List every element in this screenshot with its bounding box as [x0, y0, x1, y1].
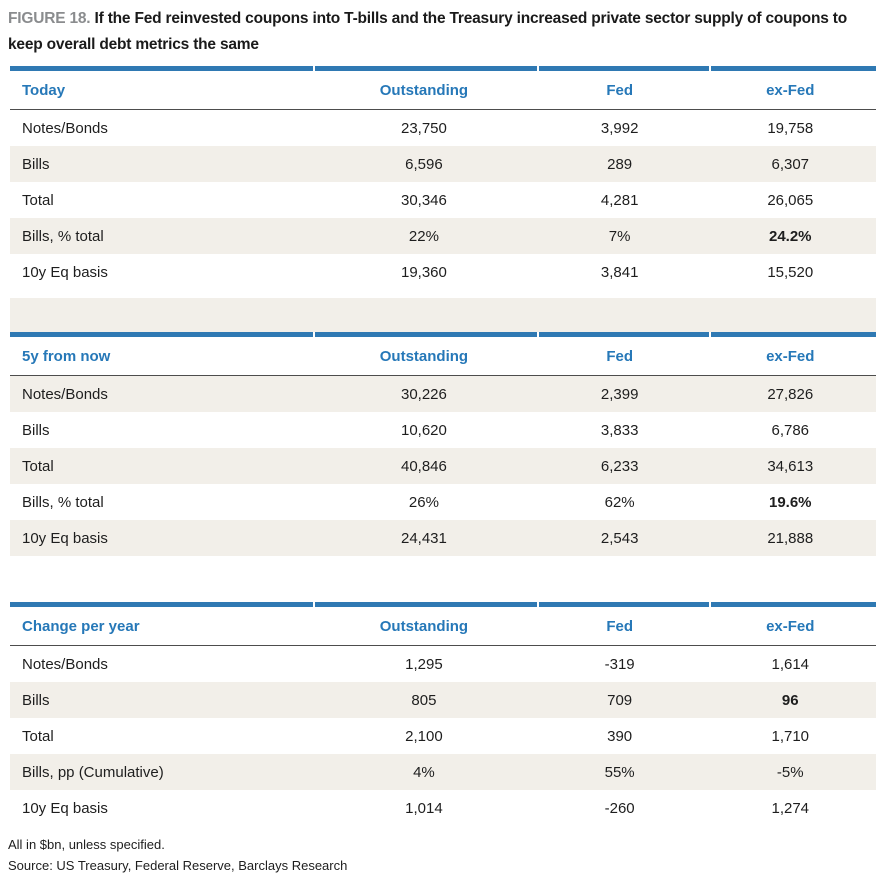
cell-value: 4%: [413, 763, 435, 781]
table-title-today: Today: [10, 71, 313, 110]
cell-value: 26,065: [767, 191, 814, 209]
table-row: [10, 110, 876, 147]
cell-value: 1,014: [405, 799, 443, 817]
column-header-fed: Fed: [535, 607, 705, 646]
cell-value: 19,360: [400, 263, 447, 281]
table-row: [10, 146, 876, 182]
column-header-exfed: ex-Fed: [705, 71, 876, 110]
cell-value: 1,614: [771, 655, 810, 673]
cell-value: 2,399: [600, 385, 639, 403]
table-row: [10, 718, 876, 754]
table-separator-space: [10, 556, 876, 602]
column-header-outstanding: Outstanding: [313, 337, 535, 376]
table-row: [10, 218, 876, 254]
table-title-5y: 5y from now: [10, 337, 313, 376]
cell-value: 1,274: [771, 799, 810, 817]
row-label: Total: [22, 727, 54, 745]
cell-value: 289: [607, 155, 633, 173]
cell-value: -319: [604, 655, 635, 673]
cell-value: 40,846: [400, 457, 447, 475]
cell-value: 1,295: [405, 655, 443, 673]
row-label: 10y Eq basis: [22, 263, 108, 281]
column-header-fed: Fed: [535, 337, 705, 376]
row-label: Total: [22, 191, 54, 209]
top-border-segment: [711, 66, 876, 71]
cell-value: 24.2%: [768, 227, 812, 245]
cell-value: 6,596: [405, 155, 443, 173]
cell-value: 62%: [604, 493, 635, 511]
top-border-segment: [315, 602, 537, 607]
table-row: [10, 484, 876, 520]
cell-value: 22%: [408, 227, 439, 245]
cell-value: 23,750: [400, 119, 447, 137]
table-row: [10, 376, 876, 413]
table-row: [10, 646, 876, 683]
column-header-fed: Fed: [535, 71, 705, 110]
top-border-segment: [315, 332, 537, 337]
cell-value: 27,826: [767, 385, 814, 403]
column-header-outstanding: Outstanding: [313, 71, 535, 110]
table-row: [10, 448, 876, 484]
row-label: Bills, pp (Cumulative): [22, 763, 164, 781]
column-header-outstanding: Outstanding: [313, 607, 535, 646]
top-border-segment: [711, 332, 876, 337]
figure-label: FIGURE 18.: [8, 10, 91, 27]
top-border-segment: [10, 66, 313, 71]
table-row: [10, 754, 876, 790]
cell-value: 96: [781, 691, 799, 709]
table-top-border: [10, 66, 876, 71]
column-header-exfed: ex-Fed: [705, 337, 876, 376]
row-label: Bills, % total: [22, 227, 104, 245]
cell-value: 709: [607, 691, 633, 709]
cell-value: 6,786: [771, 421, 810, 439]
table-row: [10, 182, 876, 218]
table-row: [10, 790, 876, 826]
cell-value: 34,613: [767, 457, 814, 475]
cell-value: 30,226: [400, 385, 447, 403]
cell-value: 3,841: [600, 263, 639, 281]
table-separator-band: [10, 298, 876, 332]
table-header-row: [10, 337, 876, 376]
cell-value: 3,833: [600, 421, 639, 439]
tables-container: [0, 66, 886, 826]
table-top-border: [10, 602, 876, 607]
table-row: [10, 412, 876, 448]
table-change-per-year: [10, 607, 876, 826]
cell-value: 21,888: [767, 529, 814, 547]
cell-value: 19,758: [767, 119, 814, 137]
top-border-segment: [539, 66, 709, 71]
row-label: 10y Eq basis: [22, 799, 108, 817]
cell-value: 2,100: [405, 727, 443, 745]
footnote-source: Source: US Treasury, Federal Reserve, Barclays Research: [8, 858, 348, 873]
table-header-row: [10, 71, 876, 110]
top-border-segment: [315, 66, 537, 71]
cell-value: 1,710: [771, 727, 810, 745]
cell-value: 24,431: [400, 529, 447, 547]
column-header-exfed: ex-Fed: [705, 607, 876, 646]
cell-value: 15,520: [767, 263, 814, 281]
top-border-segment: [711, 602, 876, 607]
cell-value: 3,992: [600, 119, 639, 137]
table-header-row: [10, 607, 876, 646]
figure-title-text: If the Fed reinvested coupons into T-bills and the Treasury increased private sector supply of coupons to keep overall debt metrics the same: [8, 10, 847, 53]
cell-value: -260: [604, 799, 635, 817]
row-label: Bills: [22, 421, 50, 439]
cell-value: 55%: [604, 763, 635, 781]
row-label: Bills: [22, 691, 50, 709]
top-border-segment: [10, 332, 313, 337]
cell-value: 4,281: [600, 191, 639, 209]
table-top-border: [10, 332, 876, 337]
row-label: Notes/Bonds: [22, 655, 108, 673]
table-today: [10, 71, 876, 290]
row-label: Total: [22, 457, 54, 475]
table-title-change: Change per year: [10, 607, 313, 646]
cell-value: 7%: [608, 227, 631, 245]
row-label: Bills: [22, 155, 50, 173]
cell-value: 6,233: [600, 457, 639, 475]
cell-value: 2,543: [600, 529, 639, 547]
cell-value: 805: [411, 691, 437, 709]
row-label: Bills, % total: [22, 493, 104, 511]
cell-value: 26%: [408, 493, 439, 511]
cell-value: 390: [607, 727, 633, 745]
footnotes: [0, 826, 886, 876]
row-label: 10y Eq basis: [22, 529, 108, 547]
top-border-segment: [10, 602, 313, 607]
row-label: Notes/Bonds: [22, 119, 108, 137]
table-row: [10, 520, 876, 556]
cell-value: 19.6%: [768, 493, 812, 511]
footnote-units: All in $bn, unless specified.: [8, 837, 165, 852]
table-row: [10, 254, 876, 290]
cell-value: 10,620: [400, 421, 447, 439]
cell-value: 30,346: [400, 191, 447, 209]
top-border-segment: [539, 602, 709, 607]
cell-value: 6,307: [771, 155, 810, 173]
top-border-segment: [539, 332, 709, 337]
table-row: [10, 682, 876, 718]
row-label: Notes/Bonds: [22, 385, 108, 403]
page-title: [0, 6, 886, 58]
cell-value: -5%: [776, 763, 804, 781]
table-5y-from-now: [10, 337, 876, 556]
